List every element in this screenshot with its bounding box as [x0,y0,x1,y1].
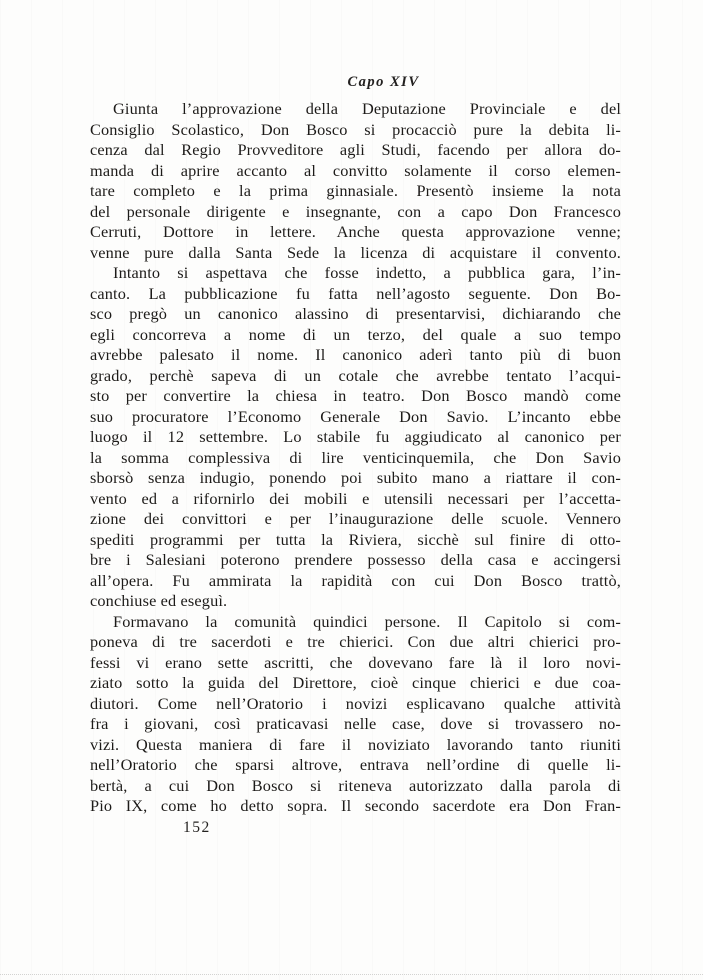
text-line: sco pregò un canonico alassino di presentarvisi, dichiarando che [90,304,621,323]
text-line: canto. La pubblicazione fu fatta nell’agosto seguente. Don Bo- [90,283,621,303]
paragraph [90,99,621,263]
text-line: cenza dal Regio Provveditore agli Studi, facendo per allora do- [90,140,621,159]
text-line: grado, perchè sapeva di un cotale che avrebbe tentato l’acqui- [90,365,621,385]
text-line: spediti programmi per tutta la Riviera, sicchè sul finire di otto- [90,529,621,549]
text-line: sto per convertire la chiesa in teatro. Don Bosco mandò come [90,386,621,405]
text-block [90,99,621,817]
text-line: sborsò senza indugio, ponendo poi subito mano a riattare il con- [90,468,621,487]
text-line: nell’Oratorio che sparsi altrove, entrava nell’ordine di quelle li- [90,755,621,774]
text-line: manda di aprire accanto al convitto solamente il corso elemen- [90,160,621,180]
text-line: avrebbe palesato il nome. Il canonico aderì tanto più di buon [90,345,621,364]
text-line: vizi. Questa maniera di fare il noviziato lavorando tanto riuniti [90,734,621,754]
text-line: all’opera. Fu ammirata la rapidità con cui Don Bosco trattò, [90,570,621,590]
paragraph [90,263,621,612]
page-bottom-edge-line [0,974,703,975]
text-line: conchiuse ed eseguì. [90,591,228,610]
text-line: la somma complessiva di lire venticinquemila, che Don Savio [90,447,621,467]
text-line: bertà, a cui Don Bosco si riteneva autorizzato dalla parola di [90,775,621,795]
paragraph [90,612,621,817]
text-line: Cerruti, Dottore in lettere. Anche questa approvazione venne; [90,222,621,241]
text-line: fessi vi erano sette ascritti, che dovevano fare là il loro novi- [90,652,621,672]
text-line: tare completo e la prima ginnasiale. Presentò insieme la nota [90,181,621,200]
text-line: Giunta l’approvazione della Deputazione Provinciale e del [113,99,621,118]
text-line: zione dei convittori e per l’inaugurazione delle scuole. Vennero [90,509,621,528]
text-line: Formavano la comunità quindici persone. Il Capitolo si com- [113,611,621,631]
text-line: suo procuratore l’Economo Generale Don Savio. L’incanto ebbe [90,406,621,426]
text-line: del personale dirigente e insegnante, con a capo Don Francesco [90,201,621,221]
text-line: egli concorreva a nome di un terzo, del quale a suo tempo [90,324,621,344]
text-line: ziato sotto la guida del Direttore, cioè cinque chierici e due coa- [90,673,621,692]
running-head: Capo XIV [347,74,420,90]
text-line: Consiglio Scolastico, Don Bosco si procacciò pure la debita li- [90,119,621,139]
text-line: poneva di tre sacerdoti e tre chierici. Con due altri chierici pro- [90,632,621,651]
text-line: luogo il 12 settembre. Lo stabile fu aggiudicato al canonico per [90,427,621,446]
text-line: venne pure dalla Santa Sede la licenza di acquistare il convento. [90,242,621,262]
text-line: fra i giovani, così praticavasi nelle case, dove si trovassero no- [90,714,621,733]
text-line: diutori. Come nell’Oratorio i novizi esplicavano qualche attività [90,693,621,713]
text-line: vento ed a rifornirlo dei mobili e utensili necessari per l’accetta- [90,488,621,508]
text-line: bre i Salesiani poterono prendere possesso della casa e accingersi [90,550,621,569]
text-line: Intanto si aspettava che fosse indetto, a pubblica gara, l’in- [113,263,621,282]
text-line: Pio IX, come ho detto sopra. Il secondo sacerdote era Don Fran- [90,796,621,815]
page-number: 152 [183,819,211,836]
